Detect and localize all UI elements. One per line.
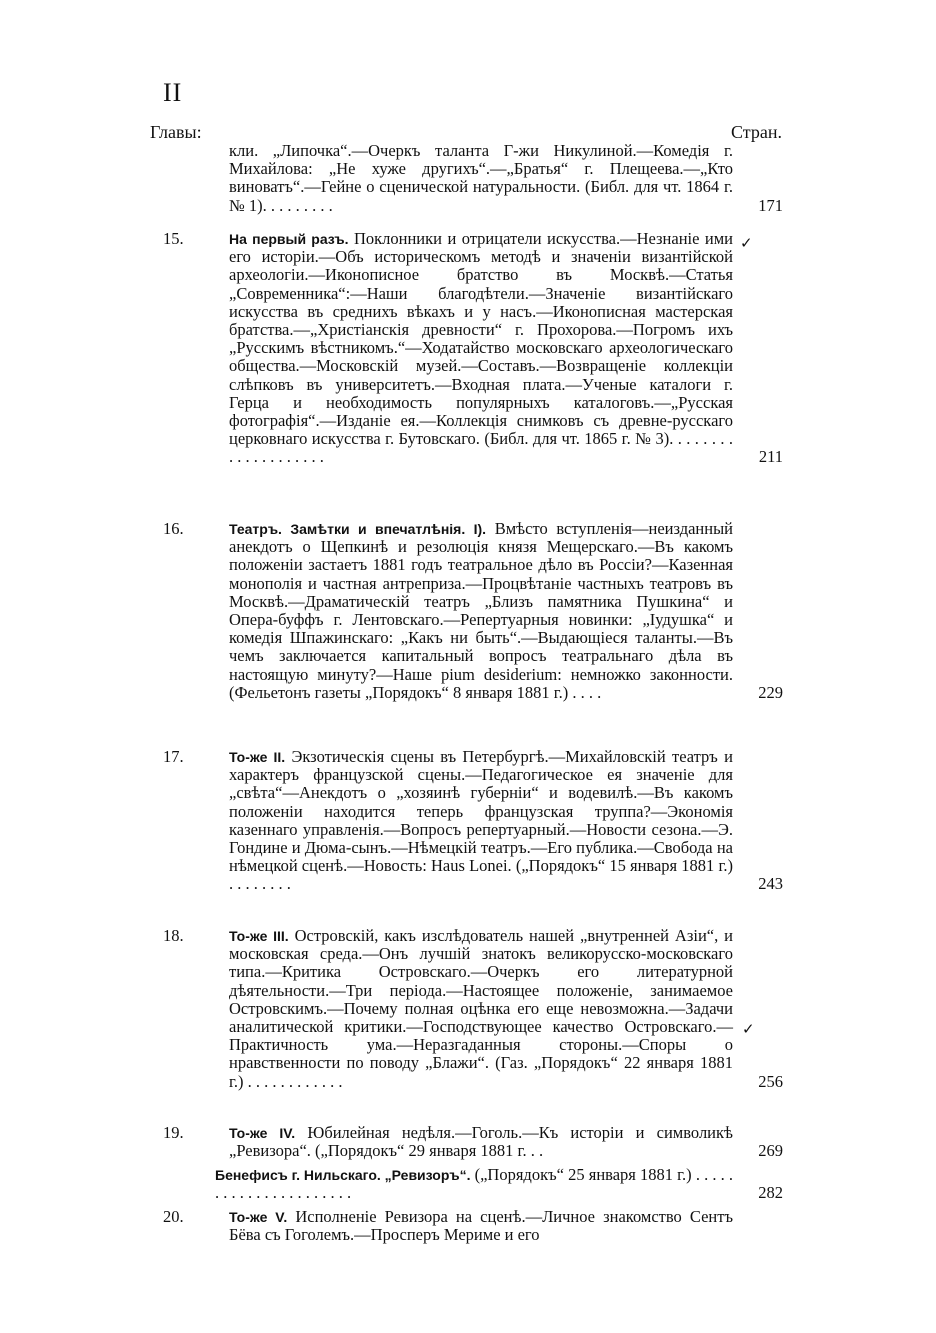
entry-heading: То-же V. bbox=[229, 1209, 288, 1225]
entry-heading: То-же IV. bbox=[229, 1125, 296, 1141]
entry-number: 18. bbox=[163, 926, 184, 945]
entry-page: 211 bbox=[758, 447, 783, 467]
entry-heading: Театръ. Замѣтки и впечатлѣнія. I). bbox=[229, 521, 487, 537]
entry-page: 243 bbox=[758, 874, 783, 894]
entry-text: Юбилейная недѣля.—Гоголь.—Къ исторіи и символикѣ „Ревизора“. („Порядокъ“ 29 января 1881 г. . . bbox=[229, 1123, 733, 1161]
entry-heading: То-же III. bbox=[229, 928, 289, 944]
entry-page: 229 bbox=[758, 682, 783, 702]
entry-text: („Порядокъ“ 25 января 1881 г.) . . . . . . . . . . . . . . . . . . . . . . bbox=[215, 1165, 733, 1203]
entry-heading: Бенефисъ г. Нильскаго. „Ревизоръ“. bbox=[215, 1167, 471, 1183]
toc-entry bbox=[163, 1166, 783, 1202]
entry-heading: На первый разъ. bbox=[229, 231, 349, 247]
entry-text: Экзотическія сцены въ Петербургѣ.—Михайловскій театръ и характеръ французской сцены.—Педагогическое ея значеніе для „свѣта“—Анекдотъ о „хозяинѣ губерніи“ и водевилѣ.—Въ какомъ положеніи находится теперь французская труппа?—Экономія казеннаго управленія.—Вопросъ репертуарный.—Новости сезона.—Э. Гондине и Дюма-сынъ.—Нѣмецкій театръ.—Его публика.—Свобода на нѣмецкой сценѣ.—Новость: Haus Lonei. („Порядокъ“ 15 января 1881 г.) . . . . . . . . bbox=[229, 747, 733, 894]
entry-number: 19. bbox=[163, 1123, 184, 1142]
entry-number: 15. bbox=[163, 229, 184, 248]
entry-heading: То-же II. bbox=[229, 749, 286, 765]
entry-page: 269 bbox=[758, 1141, 783, 1161]
toc-entry bbox=[163, 1124, 783, 1160]
toc-entry bbox=[163, 1208, 783, 1244]
entry-text: Вмѣсто вступленія—неизданный анекдотъ о Щепкинѣ и резолюція князя Мещерскаго.—Въ какомъ положеніи застаетъ 1881 годъ театральное дѣло въ Россіи?—Казенная монополія и частная антреприза.—Процвѣтаніе частныхъ театровъ въ Москвѣ.—Драматическій театръ „Близъ памятника Пушкина“ и Опера-буффъ г. Лентовскаго.—Репертуарныя новинки: „Іудушка“ и комедія Шпажинскаго: „Какъ ни быть“.—Выдающіеся таланты.—Въ чемъ заключается капитальный вопросъ театральнаго дѣла въ настоящую минуту?—Наше pium desiderium: немножко законности. (Фельетонъ газеты „Порядокъ“ 8 января 1881 г.) . . . . bbox=[229, 519, 734, 702]
toc-entry bbox=[163, 520, 783, 702]
entry-page: 282 bbox=[758, 1183, 783, 1203]
page-number: II bbox=[163, 78, 183, 107]
entry-number: 16. bbox=[163, 519, 184, 538]
entry-text: Поклонники и отрицатели искусства.—Незнаніе ими его исторіи.—Объ историческомъ методѣ и значеніи византійской археологіи.—Иконописное братство въ Москвѣ.—Статья „Современника“:—Наши благодѣтели.—Значеніе византійскаго искусства въ среднихъ вѣкахъ и у насъ.—Иконописная мастерская братства.—„Христіанскія древности“ г. Прохорова.—Погромъ ихъ „Русскимъ вѣстникомъ.“—Ходатайство московскаго археологическаго общества.—Московскій музей.—Составъ.—Возвращеніе коллекціи слѣпковъ въ университетъ.—Входная плата.—Ученые каталоги г. Герца и необходимость популярныхъ каталоговъ.—„Русская фотографія“.—Изданіе ея.—Коллекція снимковъ съ древне-русскаго церковнаго искусства г. Бутовскаго. (Библ. для чт. 1865 г. № 3). . . . . . . . . . . . . . . . . . . . bbox=[229, 229, 734, 467]
entry-number: 20. bbox=[163, 1207, 184, 1226]
checkmark-icon: ✓ bbox=[740, 234, 753, 252]
toc-entry bbox=[163, 748, 783, 894]
column-header-chapters: Главы: bbox=[150, 122, 202, 142]
entry-text: Островскій, какъ изслѣдователь нашей „внутренней Азіи“, и московская среда.—Онъ лучшій знатокъ великорусско-московскаго типа.—Критика Островскаго.—Очеркъ его литературной дѣятельности.—Три періода.—Настоящее положеніе, занимаемое Островскимъ.—Почему полная оцѣнка его еще невозможна.—Задачи аналитической критики.—Господствующее качество Островскаго.—Практичность ума.—Неразгаданныя стороны.—Споры о нравственности по поводу „Блажи“. (Газ. „Порядокъ“ 22 января 1881 г.) . . . . . . . . . . . . bbox=[229, 926, 733, 1091]
entry-page: 256 bbox=[758, 1071, 783, 1091]
checkmark-icon: ✓ bbox=[742, 1020, 755, 1038]
toc-entry bbox=[163, 142, 783, 215]
toc-entry bbox=[163, 927, 783, 1091]
entry-page: 171 bbox=[758, 195, 783, 215]
entry-number: 17. bbox=[163, 747, 184, 766]
toc-entry bbox=[163, 230, 783, 467]
column-header-pages: Стран. bbox=[731, 122, 782, 142]
entry-text: кли. „Липочка“.—Очеркъ таланта Г-жи Никулиной.—Комедія г. Михайлова: „Не хуже другихъ“.—„Братья“ г. Плещеева.—„Кто виноватъ“.—Гейне о сценической натуральности. (Библ. для чт. 1864 г. № 1). . . . . . . . . bbox=[229, 141, 733, 215]
entry-text: Исполненіе Ревизора на сценѣ.—Личное знакомство Сентъ Бёва съ Гоголемъ.—Просперъ Мериме и его bbox=[229, 1207, 734, 1245]
